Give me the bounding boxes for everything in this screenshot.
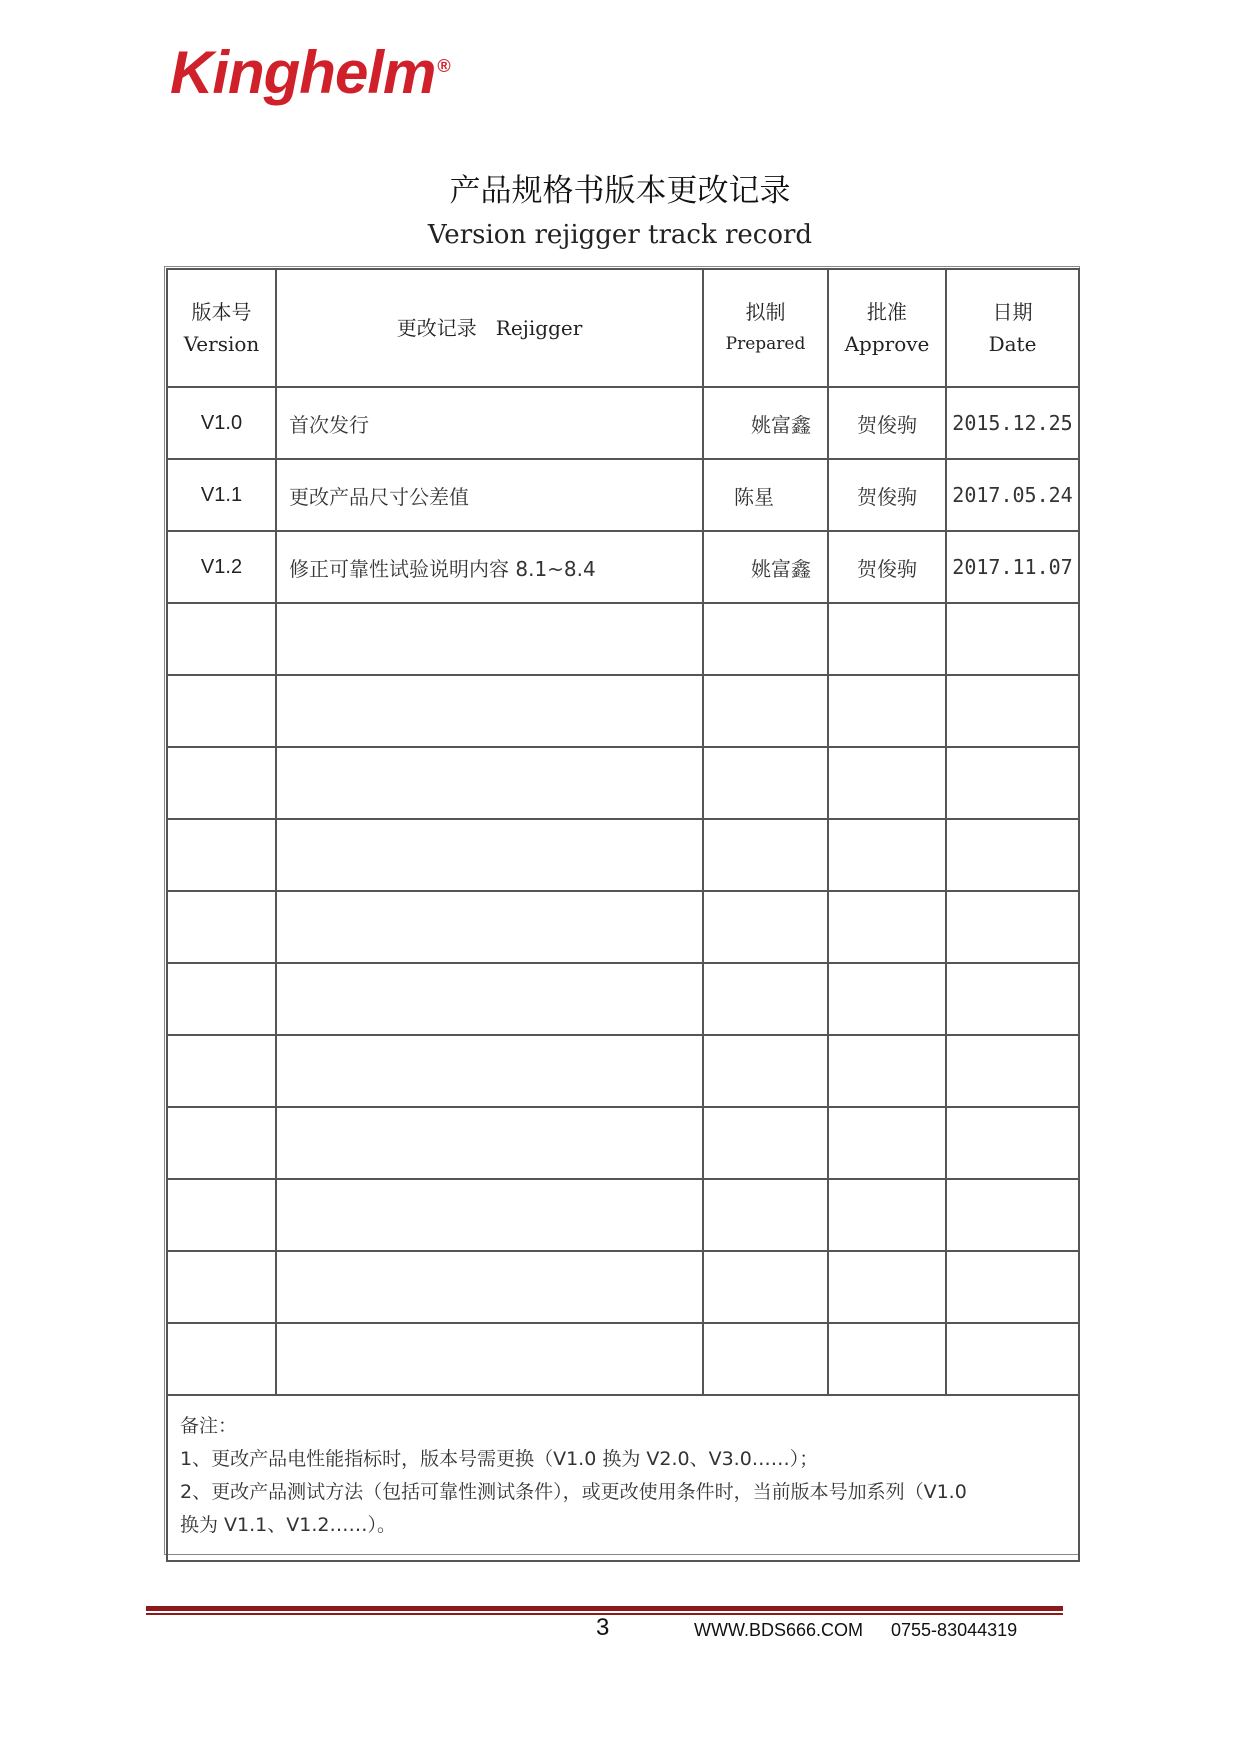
cell-change xyxy=(276,819,703,891)
header-change-cn: 更改记录 xyxy=(396,316,477,340)
cell-change xyxy=(276,891,703,963)
table-row xyxy=(167,1035,1079,1107)
cell-version xyxy=(167,1107,276,1179)
cell-approve xyxy=(828,819,946,891)
table-row xyxy=(167,819,1079,891)
cell-change xyxy=(276,1251,703,1323)
cell-change xyxy=(276,963,703,1035)
brand-logo xyxy=(170,38,450,107)
cell-prepared xyxy=(703,891,828,963)
header-prepared xyxy=(703,269,828,387)
cell-approve: 贺俊驹 xyxy=(828,459,946,531)
cell-date xyxy=(946,1179,1079,1251)
table-row xyxy=(167,675,1079,747)
table-row xyxy=(167,1323,1079,1395)
notes-line-2: 2、更改产品测试方法（包括可靠性测试条件），或更改使用条件时，当前版本号加系列（V1.0 xyxy=(180,1481,967,1503)
header-approve-en: Approve xyxy=(844,332,930,356)
cell-prepared xyxy=(703,747,828,819)
page-number: 3 xyxy=(596,1614,610,1641)
cell-prepared xyxy=(703,819,828,891)
cell-prepared xyxy=(703,603,828,675)
cell-change: 更改产品尺寸公差值 xyxy=(276,459,703,531)
header-approve-cn: 批准 xyxy=(867,300,907,324)
cell-date xyxy=(946,1323,1079,1395)
cell-date xyxy=(946,675,1079,747)
logo-text: Kinghelm xyxy=(170,39,436,106)
cell-approve xyxy=(828,747,946,819)
footer-website: WWW.BDS666.COM xyxy=(694,1620,864,1640)
cell-approve xyxy=(828,963,946,1035)
cell-date xyxy=(946,891,1079,963)
notes-cell xyxy=(167,1395,1079,1561)
registered-mark: ® xyxy=(437,56,450,76)
header-version-cn: 版本号 xyxy=(191,300,252,324)
cell-date xyxy=(946,603,1079,675)
cell-approve xyxy=(828,1323,946,1395)
cell-prepared xyxy=(703,963,828,1035)
cell-date: 2017.05.24 xyxy=(946,459,1079,531)
header-prepared-cn: 拟制 xyxy=(745,300,786,324)
cell-change: 首次发行 xyxy=(276,387,703,459)
cell-version xyxy=(167,603,276,675)
version-record-table xyxy=(166,268,1080,1562)
cell-approve: 贺俊驹 xyxy=(828,387,946,459)
table-row xyxy=(167,387,1079,459)
cell-version xyxy=(167,1035,276,1107)
header-change-en: Rejigger xyxy=(495,316,583,340)
table-row xyxy=(167,1107,1079,1179)
cell-approve xyxy=(828,603,946,675)
cell-prepared xyxy=(703,675,828,747)
cell-prepared xyxy=(703,1107,828,1179)
cell-approve xyxy=(828,1179,946,1251)
header-date-en: Date xyxy=(988,332,1037,356)
header-prepared-en: Prepared xyxy=(725,334,806,354)
page-title-cn: 产品规格书版本更改记录 xyxy=(449,173,791,209)
cell-approve xyxy=(828,675,946,747)
cell-approve xyxy=(828,1035,946,1107)
header-version-en: Version xyxy=(183,332,260,356)
cell-approve: 贺俊驹 xyxy=(828,531,946,603)
header-date-cn: 日期 xyxy=(992,300,1033,324)
footer-contact xyxy=(694,1620,1017,1641)
cell-approve xyxy=(828,1251,946,1323)
table-row xyxy=(167,531,1079,603)
cell-prepared: 姚富鑫 xyxy=(703,387,828,459)
cell-version xyxy=(167,819,276,891)
cell-prepared xyxy=(703,1035,828,1107)
cell-version xyxy=(167,1251,276,1323)
cell-change xyxy=(276,747,703,819)
table-row xyxy=(167,963,1079,1035)
cell-version xyxy=(167,747,276,819)
cell-prepared xyxy=(703,1251,828,1323)
cell-version xyxy=(167,891,276,963)
cell-prepared: 陈星 xyxy=(703,459,828,531)
cell-date xyxy=(946,1251,1079,1323)
cell-version: V1.1 xyxy=(167,459,276,531)
cell-version xyxy=(167,1323,276,1395)
table-row xyxy=(167,747,1079,819)
notes-line-1: 1、更改产品电性能指标时，版本号需更换（V1.0 换为 V2.0、V3.0……）； xyxy=(180,1448,819,1470)
cell-prepared xyxy=(703,1323,828,1395)
table-row xyxy=(167,459,1079,531)
cell-approve xyxy=(828,891,946,963)
header-change xyxy=(276,269,703,387)
cell-change xyxy=(276,1179,703,1251)
cell-version xyxy=(167,963,276,1035)
header-date xyxy=(946,269,1079,387)
cell-version: V1.0 xyxy=(167,387,276,459)
cell-prepared: 姚富鑫 xyxy=(703,531,828,603)
cell-date xyxy=(946,819,1079,891)
cell-change xyxy=(276,1035,703,1107)
table-header-row xyxy=(167,269,1079,387)
cell-version xyxy=(167,1179,276,1251)
header-approve xyxy=(828,269,946,387)
notes-line-3: 换为 V1.1、V1.2……）。 xyxy=(180,1514,396,1536)
footer-rule-thick xyxy=(146,1606,1063,1611)
cell-change xyxy=(276,675,703,747)
header-version xyxy=(167,269,276,387)
table-row xyxy=(167,603,1079,675)
cell-date: 2015.12.25 xyxy=(946,387,1079,459)
notes-label: 备注： xyxy=(180,1415,238,1437)
cell-prepared xyxy=(703,1179,828,1251)
cell-change: 修正可靠性试验说明内容 8.1~8.4 xyxy=(276,531,703,603)
table-row xyxy=(167,1179,1079,1251)
page-title-en: Version rejigger track record xyxy=(427,220,813,250)
cell-change xyxy=(276,603,703,675)
cell-approve xyxy=(828,1107,946,1179)
cell-date xyxy=(946,747,1079,819)
cell-date xyxy=(946,963,1079,1035)
cell-change xyxy=(276,1323,703,1395)
cell-version: V1.2 xyxy=(167,531,276,603)
table-row xyxy=(167,1251,1079,1323)
cell-date xyxy=(946,1107,1079,1179)
footer-phone: 0755-83044319 xyxy=(891,1620,1018,1640)
cell-change xyxy=(276,1107,703,1179)
cell-version xyxy=(167,675,276,747)
notes-row xyxy=(167,1395,1079,1561)
table-row xyxy=(167,891,1079,963)
cell-date xyxy=(946,1035,1079,1107)
cell-date: 2017.11.07 xyxy=(946,531,1079,603)
